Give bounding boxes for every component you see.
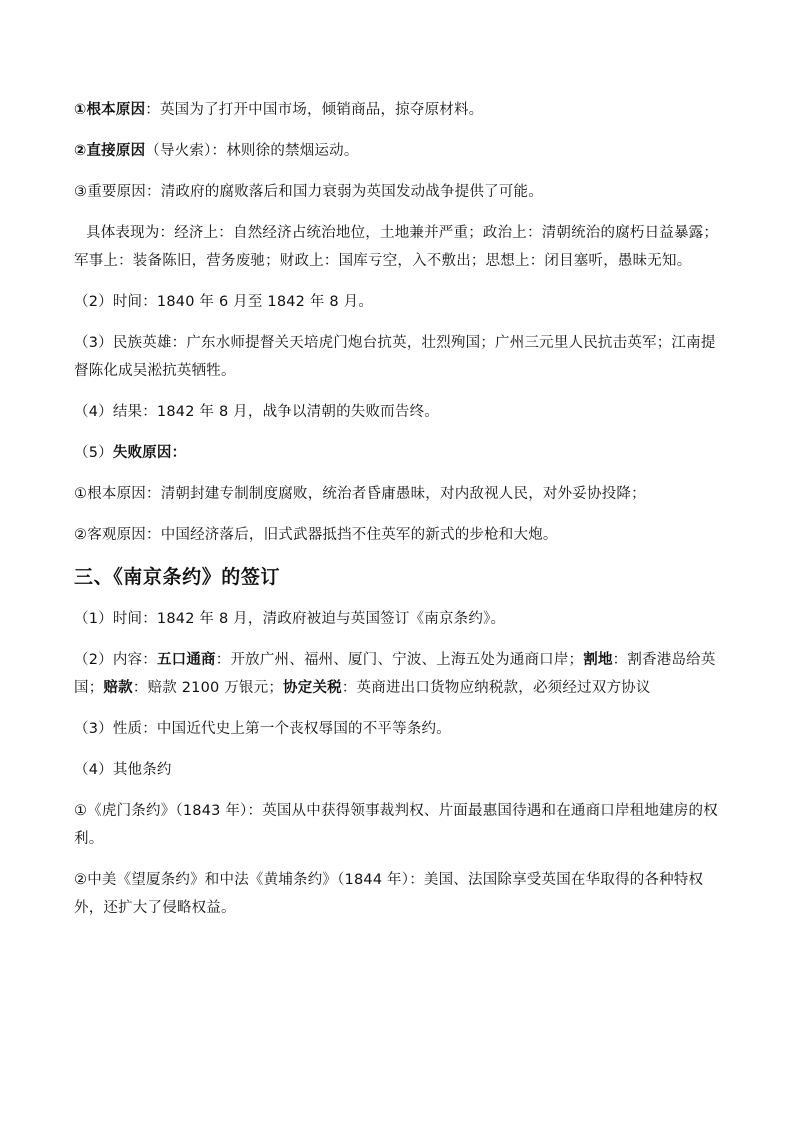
treaty-nature: （3）性质：中国近代史上第一个丧权辱国的不平等条约。	[74, 721, 451, 737]
war-result: （4）结果：1842 年 8 月，战争以清朝的失败而告终。	[74, 404, 439, 420]
cause-root-label: ①根本原因	[74, 102, 146, 118]
failure-objective-cause: ②客观原因：中国经济落后，旧式武器抵挡不住英军的新式的步枪和大炮。	[74, 527, 558, 543]
document-body	[74, 96, 728, 922]
cause-direct	[74, 137, 728, 165]
war-time: （2）时间：1840 年 6 月至 1842 年 8 月。	[74, 294, 374, 310]
content-prefix: （2）内容：	[74, 652, 157, 668]
tariff-label: 协定关税	[283, 680, 342, 696]
indemnity-text: ：赔款 2100 万银元；	[132, 680, 284, 696]
cause-manifestation: 具体表现为：经济上：自然经济占统治地位，土地兼并严重；政治上：清朝统治的腐朽日益暴露；军事上：装备陈旧，营务废驰；财政上：国库亏空，入不敷出；思想上：闭目塞听，愚昧无知。	[74, 225, 719, 269]
cede-label: 割地	[583, 652, 613, 668]
cause-root	[74, 96, 728, 124]
treaty-time: （1）时间：1842 年 8 月，清政府被迫与英国签订《南京条约》。	[74, 611, 506, 627]
cause-root-text: ：英国为了打开中国市场，倾销商品，掠夺原材料。	[145, 102, 484, 118]
treaty-humen: ①《虎门条约》（1843 年）：英国从中获得领事裁判权、片面最惠国待遇和在通商口岸租地建房的权利。	[74, 803, 718, 847]
treaty-wangxia-huangpu: ②中美《望厦条约》和中法《黄埔条约》（1844 年）：美国、法国除享受英国在华取得的各种特权外，还扩大了侵略权益。	[74, 872, 704, 916]
cause-important: ③重要原因：清政府的腐败落后和国力衰弱为英国发动战争提供了可能。	[74, 184, 543, 200]
cause-direct-label: ②直接原因	[74, 143, 146, 159]
tariff-text: ：英商进出口货物应纳税款，必须经过双方协议	[341, 680, 651, 696]
ports-label: 五口通商	[156, 652, 216, 668]
ports-text: ：开放广州、福州、厦门、宁波、上海五处为通商口岸；	[215, 652, 584, 668]
failure-label: 失败原因：	[112, 445, 187, 461]
failure-prefix: （5）	[74, 445, 113, 461]
failure-root-cause: ①根本原因：清朝封建专制制度腐败，统治者昏庸愚昧，对内敌视人民，对外妥协投降；	[74, 486, 646, 502]
war-heroes: （3）民族英雄：广东水师提督关天培虎门炮台抗英，壮烈殉国；广州三元里人民抗击英军；江南提督陈化成吴淞抗英牺牲。	[74, 335, 716, 379]
treaty-content	[74, 646, 728, 702]
indemnity-label: 赔款	[103, 680, 133, 696]
cede-text: ：割香港岛给英国；	[74, 652, 716, 696]
war-failure-heading	[74, 439, 728, 467]
section-heading-nanjing-treaty: 三、《南京条约》的签订	[74, 566, 281, 588]
cause-direct-text: （导火索）：林则徐的禁烟运动。	[145, 143, 359, 159]
other-treaties-title: （4）其他条约	[74, 762, 172, 778]
